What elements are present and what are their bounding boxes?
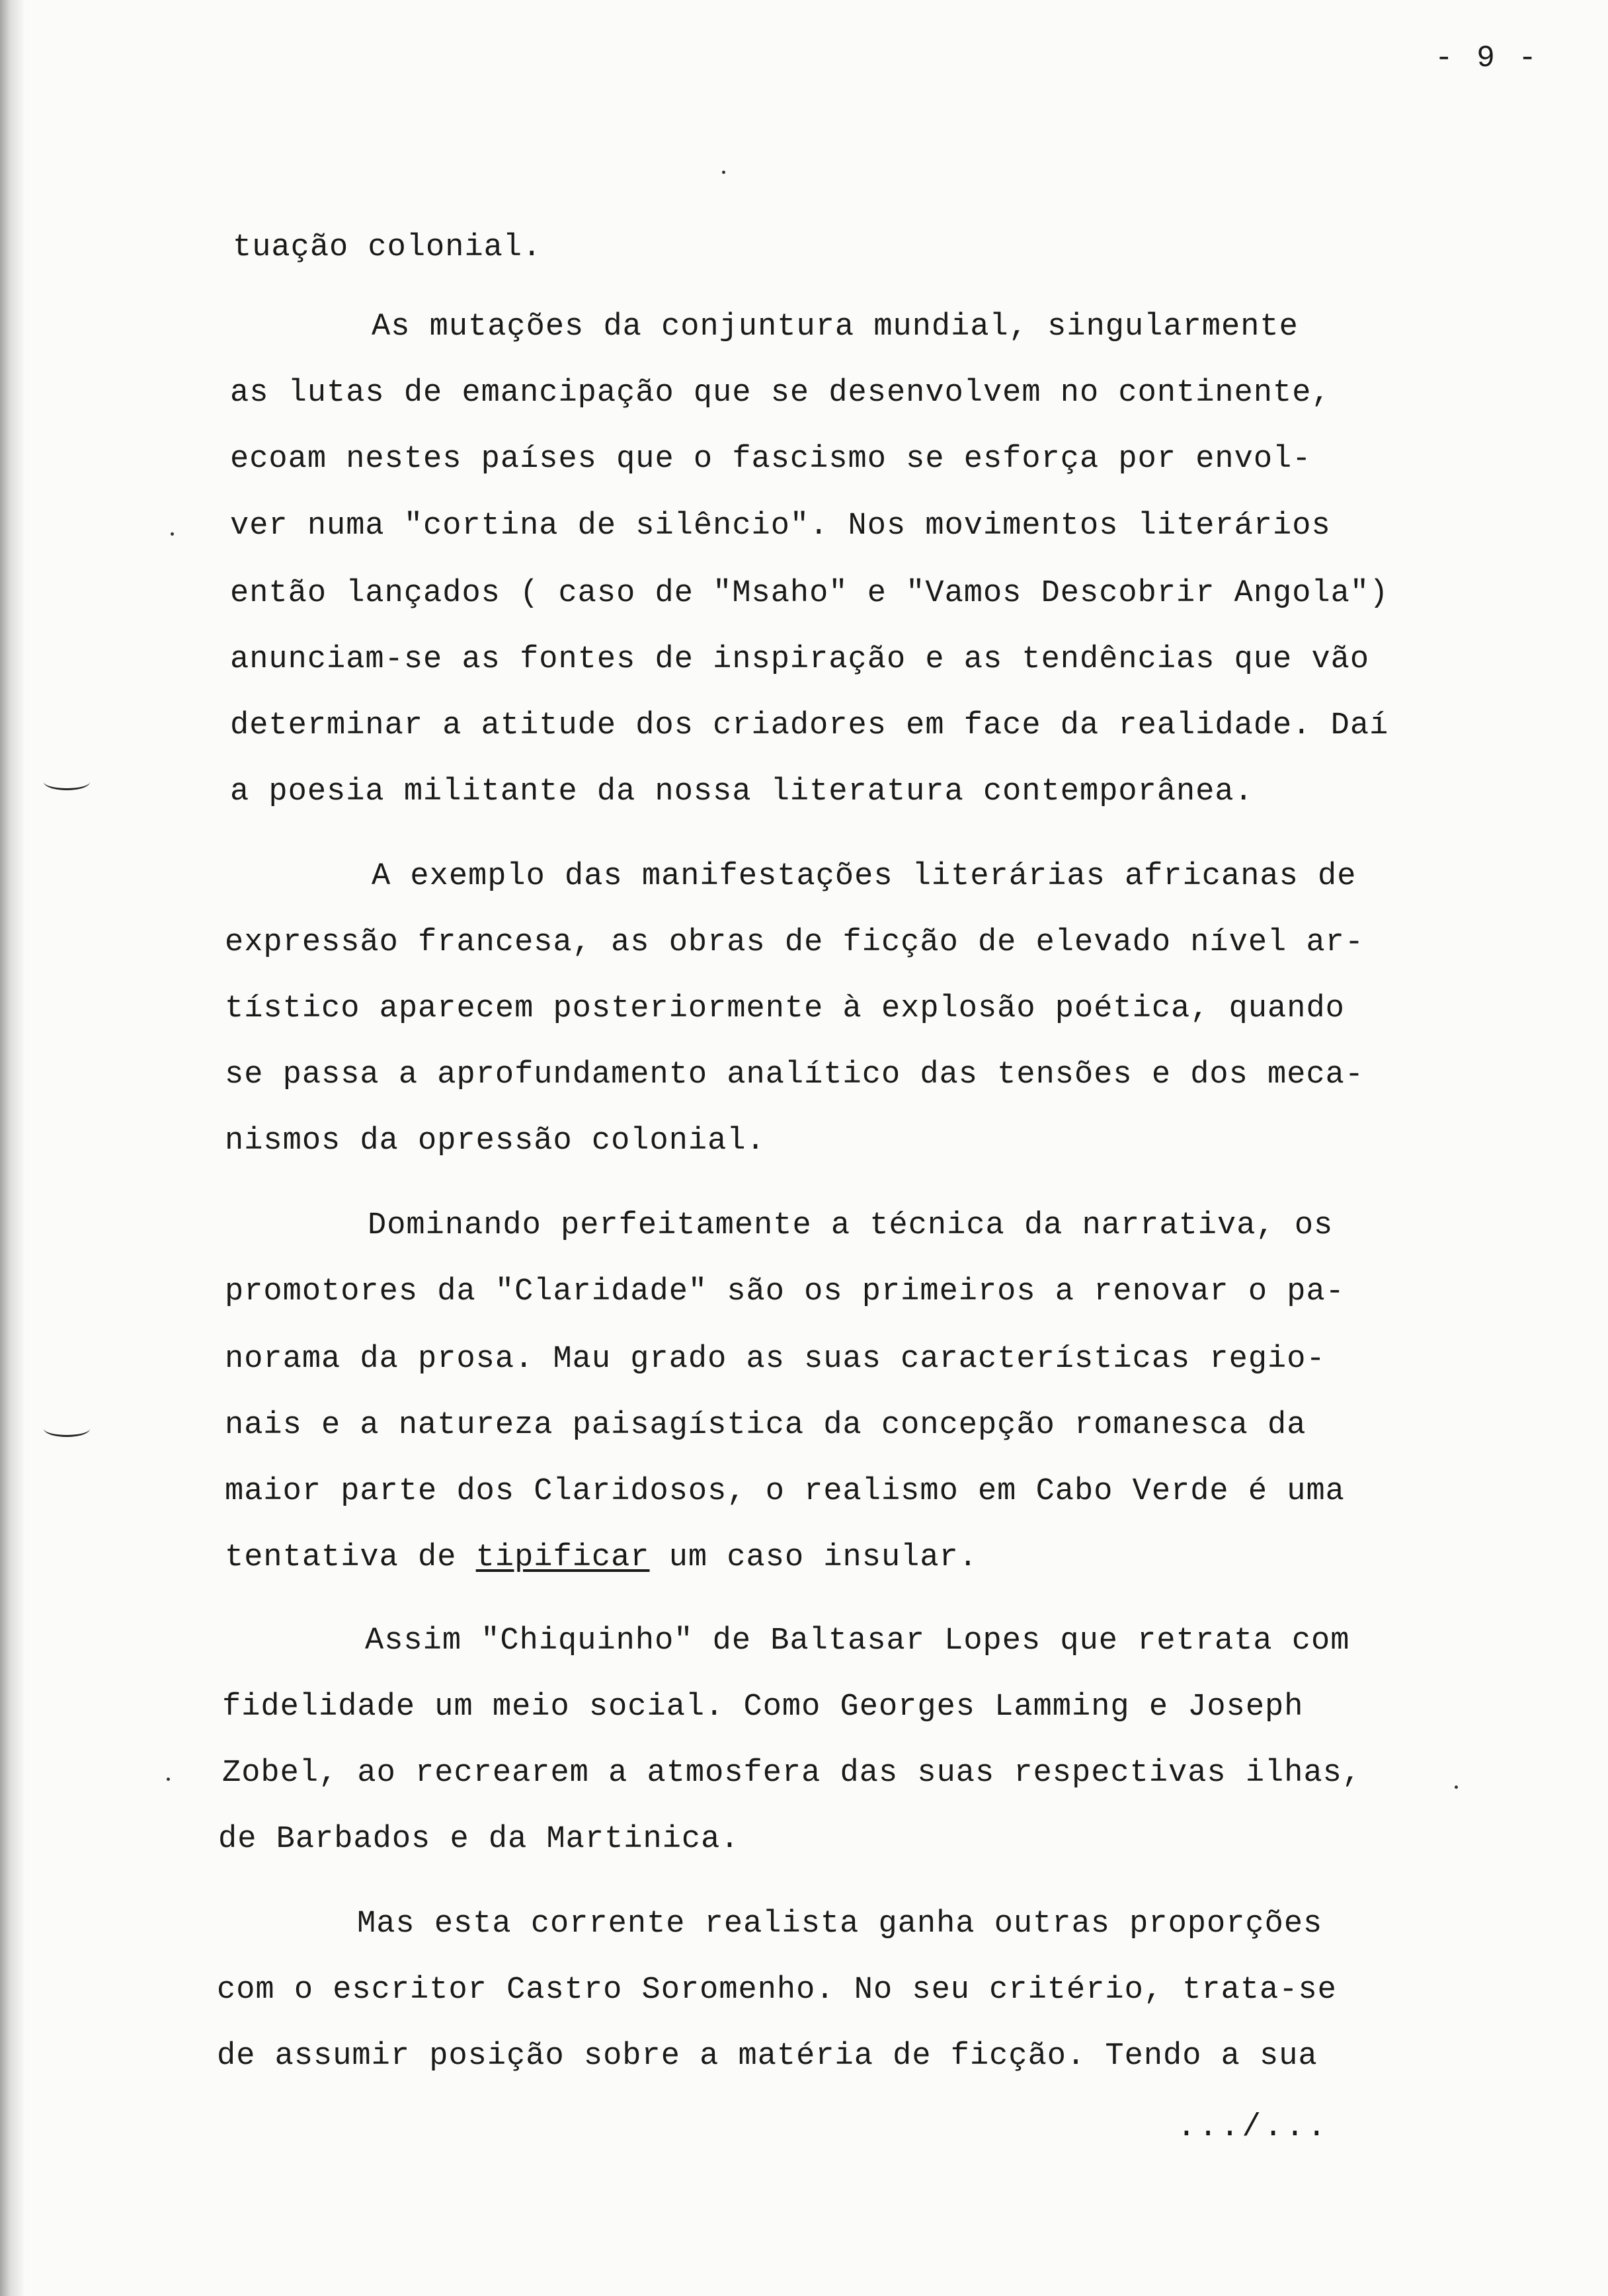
text-line: com o escritor Castro Soromenho. No seu critério, trata-se: [217, 1973, 1337, 2008]
text-line: norama da prosa. Mau grado as suas características regio-: [225, 1342, 1326, 1377]
page-number: - 9 -: [1435, 41, 1540, 75]
text-line: ver numa "cortina de silêncio". Nos movimentos literários: [230, 509, 1331, 544]
text-line: determinar a atitude dos criadores em face da realidade. Daí: [230, 708, 1389, 743]
text-line: [225, 1538, 978, 1578]
scan-speck: [171, 532, 174, 536]
text-line: promotores da "Claridade" são os primeiros a renovar o pa-: [225, 1274, 1345, 1309]
text-line: anunciam-se as fontes de inspiração e as tendências que vão: [230, 642, 1370, 677]
text-line: Zobel, ao recrearem a atmosfera das suas respectivas ilhas,: [222, 1756, 1362, 1791]
text-line: nismos da opressão colonial.: [225, 1124, 766, 1159]
text-line: de Barbados e da Martinica.: [218, 1822, 740, 1857]
text-line: fidelidade um meio social. Como Georges Lamming e Joseph: [222, 1690, 1304, 1725]
text-line: nais e a natureza paisagística da concepção romanesca da: [225, 1408, 1306, 1443]
punch-hole-mark: [44, 774, 90, 790]
text-line: tuação colonial.: [233, 230, 542, 265]
text-line: tístico aparecem posteriormente à explosão poética, quando: [225, 991, 1345, 1026]
text-line: A exemplo das manifestações literárias africanas de: [372, 859, 1357, 894]
text-line: Dominando perfeitamente a técnica da narrativa, os: [368, 1208, 1334, 1243]
text-line: Assim "Chiquinho" de Baltasar Lopes que retrata com: [365, 1623, 1350, 1659]
text-line: expressão francesa, as obras de ficção de elevado nível ar-: [225, 925, 1365, 960]
scan-edge-shadow: [0, 0, 25, 2296]
text-line: as lutas de emancipação que se desenvolvem no continente,: [230, 376, 1331, 411]
text-line: a poesia militante da nossa literatura contemporânea.: [230, 774, 1254, 809]
text-line: se passa a aprofundamento analítico das tensões e dos meca-: [225, 1057, 1365, 1092]
scan-speck: [167, 1778, 170, 1781]
continuation-mark: .../...: [1177, 2110, 1329, 2145]
scan-speck: [1455, 1785, 1458, 1789]
punch-hole-mark: [44, 1420, 90, 1437]
text-span: tentativa de: [225, 1540, 476, 1575]
text-line: ecoam nestes países que o fascismo se esforça por envol-: [230, 442, 1312, 477]
text-span: um caso insular.: [649, 1540, 978, 1575]
underlined-word: tipificar: [475, 1540, 650, 1575]
text-line: Mas esta corrente realista ganha outras proporções: [357, 1906, 1323, 1942]
text-line: então lançados ( caso de "Msaho" e "Vamos Descobrir Angola"): [230, 576, 1389, 611]
text-line: As mutações da conjuntura mundial, singularmente: [372, 309, 1299, 345]
text-line: maior parte dos Claridosos, o realismo em Cabo Verde é uma: [225, 1474, 1345, 1509]
scan-speck: [722, 171, 725, 174]
text-line: de assumir posição sobre a matéria de ficção. Tendo a sua: [217, 2039, 1318, 2074]
